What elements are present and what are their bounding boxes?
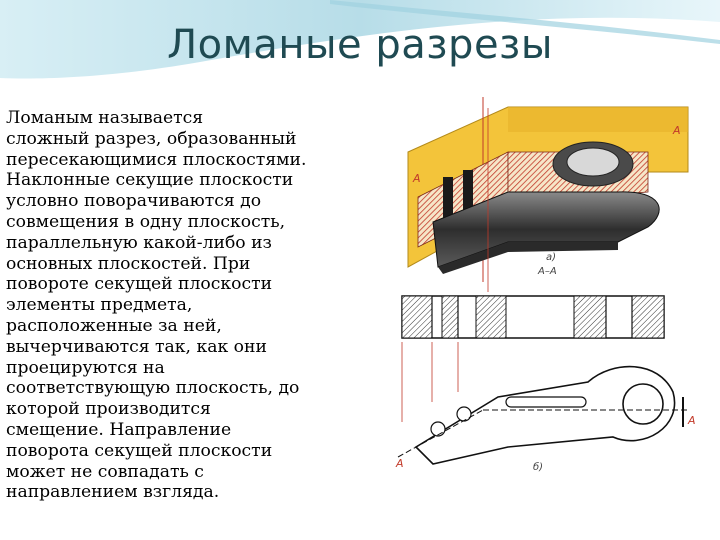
label-a-bottom-left: A [396,457,404,470]
caption-section: А–А [538,266,557,277]
label-a-top-right: A [673,124,681,137]
label-a-left: A [413,172,421,185]
label-a-right: A [688,414,696,427]
slide-title: Ломаные разрезы [167,22,553,68]
body-paragraph: Ломаным называется сложный разрез, образованный пересекающимися плоскостями. Наклонные секущие плоскости условно поворачиваются до совмещения в одну плоскость, параллельную какой-либо из основных плоскостей. При повороте секущей плоскости элементы предмета, расположенные за ней, вычерчиваются так, как они проецируются на соответствующую плоскость, до которой производится смещение. Направление поворота секущей плоскости может не совпадать с направлением взгляда. [6,108,307,503]
caption-b: б) [533,462,544,473]
caption-a: а) [546,252,557,263]
technical-drawing [388,92,718,487]
plan-view [398,367,688,464]
drawing-svg [388,92,718,487]
section-view [402,296,664,338]
